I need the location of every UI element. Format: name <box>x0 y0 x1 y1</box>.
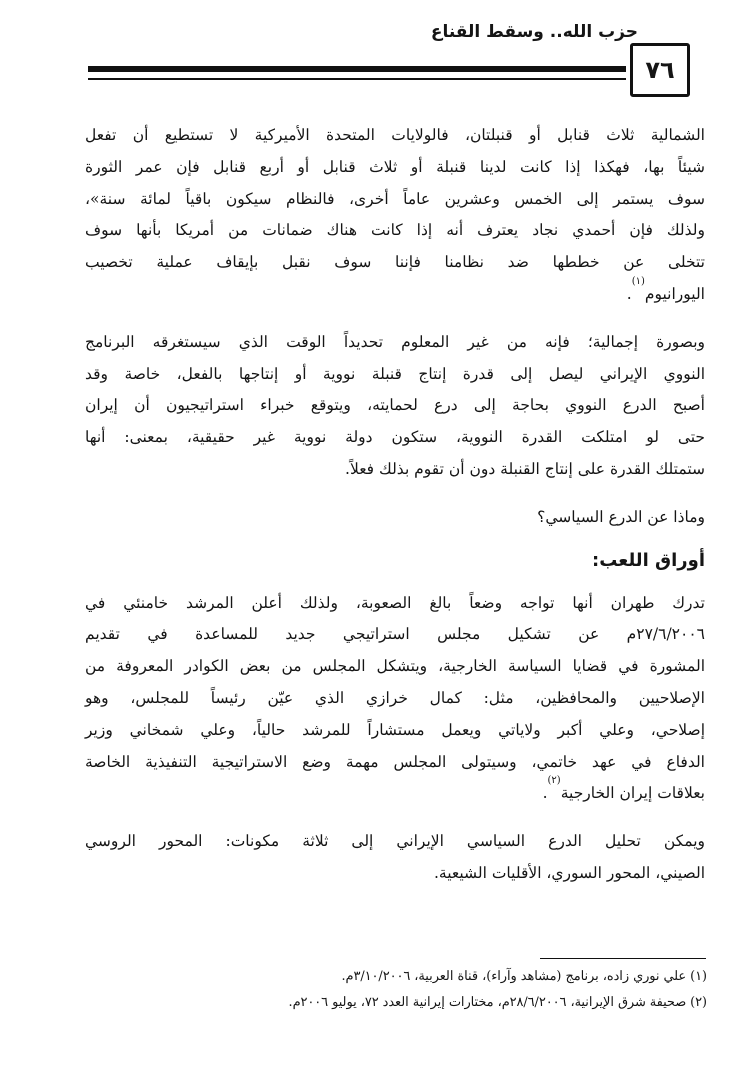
text-line: تتخلى عن خططها ضد نظامنا فإننا سوف نقبل بإيقاف عملية تخصيب <box>85 253 705 272</box>
text-line: الدفاع في عهد خاتمي، وسيتولى المجلس مهمة وضع الاستراتيجية التنفيذية الخاصة <box>85 752 705 771</box>
paragraph-gap <box>85 578 705 588</box>
text-line: ٢٧/٦/٢٠٠٦م عن تشكيل مجلس استراتيجي جديد للمساعدة في تقديم <box>85 625 705 644</box>
text-line: النووي الإيراني ليصل إلى قدرة إنتاج قنبلة نووية أو إنتاجها بالفعل، خاصة وقد <box>85 364 705 383</box>
text-line <box>85 275 705 311</box>
text-span: اليورانيوم <box>644 284 705 303</box>
paragraph-1 <box>85 120 705 311</box>
paragraph-gap <box>85 486 705 502</box>
paragraph-2 <box>85 327 705 486</box>
text-line: تدرك طهران أنها تواجه وضعاً بالغ الصعوبة، ولذلك أعلن المرشد خامنئي في <box>85 593 705 612</box>
paragraph-gap <box>85 534 705 544</box>
footnote-2: (٢) صحيفة شرق الإيرانية، ٢٨/٦/٢٠٠٦م، مختارات إيرانية العدد ٧٢، يوليو ٢٠٠٦م. <box>288 995 707 1010</box>
page-number: ٧٦ <box>630 43 690 97</box>
footnote-separator <box>540 958 706 959</box>
paragraph-5 <box>85 826 705 890</box>
text-line: أصبح الدرع النووي بحاجة إلى درع لحمايته، ويتوقع خبراء استراتيجيون أن إيران <box>85 396 705 415</box>
footnote-1: (١) علي نوري زاده، برنامج (مشاهد وآراء)، قناة العربية، ٣/١٠/٢٠٠٦م. <box>341 969 707 984</box>
text-line: ستمتلك القدرة على إنتاج القنبلة دون أن تقوم بذلك فعلاً. <box>345 459 705 478</box>
text-line: الإصلاحيين والمحافظين، مثل: كمال خرازي الذي عيّن رئيساً للمجلس، وهو <box>85 688 705 707</box>
text-span: بعلاقات إيران الخارجية <box>560 784 705 803</box>
paragraph-gap <box>85 311 705 327</box>
footnote-ref-1: (١) <box>631 275 645 287</box>
text-line: المشورة في قضايا السياسة الخارجية، ويتشكل المجلس من بعض الكوادر المعروفة من <box>85 657 705 676</box>
paragraph-4 <box>85 588 705 811</box>
paragraph-3: وماذا عن الدرع السياسي؟ <box>537 507 705 526</box>
text-line <box>85 775 705 810</box>
text-line: وبصورة إجمالية؛ فإنه من غير المعلوم تحديداً الوقت الذي سيستغرقه البرنامج <box>85 332 705 351</box>
text-line: إصلاحي، وعلي أكبر ولاياتي ويعمل مستشاراً للمرشد حالياً، وعلي شمخاني وزير <box>85 720 705 739</box>
text-line: ويمكن تحليل الدرع السياسي الإيراني إلى ثلاثة مكونات: المحور الروسي <box>85 832 705 851</box>
text-line: الصيني، المحور السوري، الأقليات الشيعية. <box>433 863 705 882</box>
header-rule-thin <box>88 78 626 80</box>
section-heading: أوراق اللعب: <box>592 549 705 571</box>
main-text <box>85 120 705 890</box>
text-line: شيئاً بها، فهكذا إذا كانت لدينا قنبلة أو ثلاث قنابل أو أربع قنابل فإن عمر الثورة <box>85 157 705 176</box>
text-line: حتى لو امتلكت القدرة النووية، ستكون دولة نووية غير حقيقية، بمعنى: أنها <box>85 428 705 447</box>
paragraph-gap <box>85 810 705 826</box>
footnote-ref-2: (٢) <box>547 775 561 787</box>
header-rule-thick <box>88 66 626 72</box>
text-line: ولذلك فإن أحمدي نجاد يعترف أنه إذا كانت هناك ضمانات من أمريكا بأنها سوف <box>85 221 705 240</box>
text-span: . <box>542 784 548 803</box>
footnotes <box>85 964 707 1016</box>
text-line: الشمالية ثلاث قنابل أو قنبلتان، فالولايات المتحدة الأميركية لا تستطيع أن تفعل <box>85 126 705 144</box>
text-span: . <box>626 284 632 303</box>
running-title: حزب الله.. وسقط القناع <box>430 22 638 42</box>
text-line: سوف يستمر إلى الخمس وعشرين عاماً أخرى، فالنظام سيكون باقياً لمائة سنة»، <box>85 189 705 208</box>
